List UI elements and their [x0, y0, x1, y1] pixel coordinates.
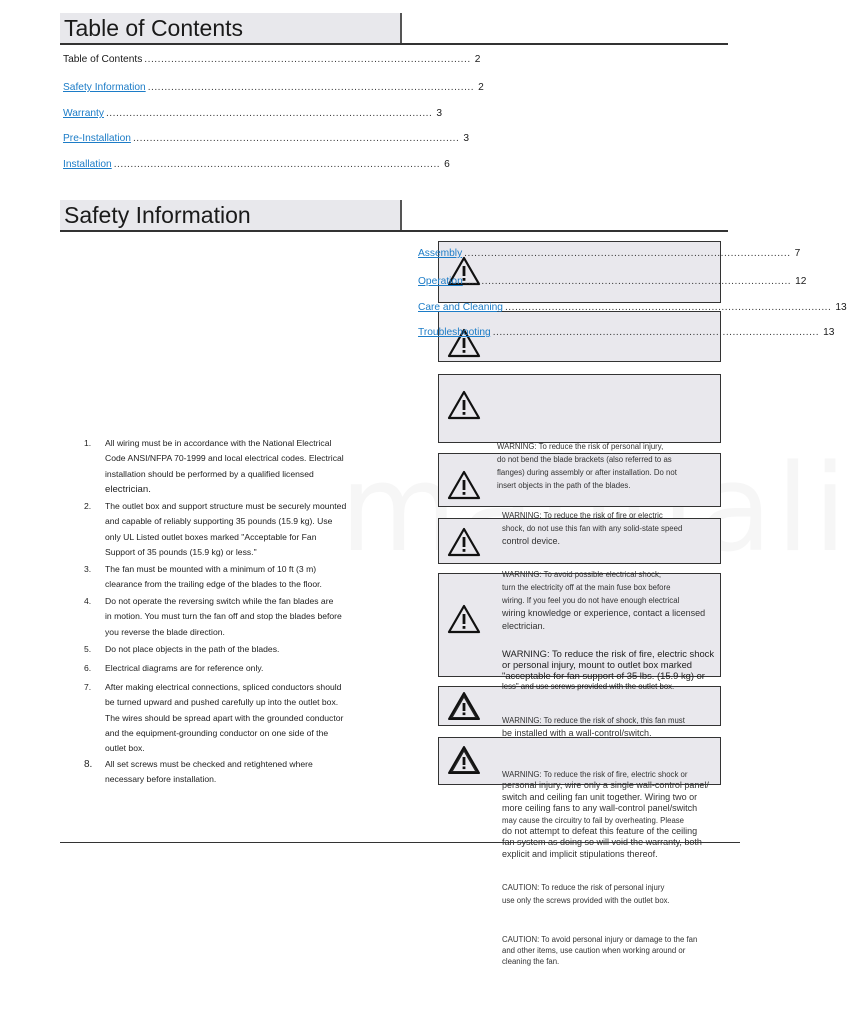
warning-filled-triangle-icon [447, 745, 481, 775]
toc-entry-operation[interactable]: Operation .................................................................................................. 12 [418, 276, 807, 287]
warning-box-3 [438, 374, 721, 443]
toc-entry: Table of Contents .................................................................................................. 2 [63, 54, 481, 65]
caution-text-1: CAUTION: To reduce the risk of personal injury use only the screws provided with the outlet box. [502, 883, 670, 905]
toc-heading-bar [60, 13, 402, 43]
toc-entry-warranty[interactable]: Warranty .................................................................................................. 3 [63, 108, 443, 119]
toc-link-assembly[interactable]: Assembly [418, 248, 463, 259]
warning-text-4: WARNING: To reduce the risk of fire, electric shock or personal injury, mount to outlet box marked "acceptable for fan support of 35 lbs. (15.9 kg) or less" and use screws provided with the outlet box. [502, 648, 715, 691]
footer-rule [60, 842, 740, 843]
warning-filled-triangle-icon [447, 691, 481, 721]
toc-link-operation[interactable]: Operation [418, 276, 463, 287]
toc-rule [60, 43, 728, 45]
warning-triangle-icon [447, 470, 481, 500]
warning-text-2: WARNING: To reduce the risk of fire or electric shock, do not use this fan with any solid-state speed control device. [502, 511, 683, 546]
toc-heading: Table of Contents [64, 15, 244, 41]
safety-heading: Safety Information [64, 202, 251, 228]
warning-text-3: WARNING: To avoid possible electrical shock, turn the electricity off at the main fuse box before wiring. If you feel you do not have enough electrical wiring knowledge or experience, contact a licensed electrician. [502, 570, 706, 631]
warning-triangle-icon [447, 527, 481, 557]
toc-entry-pre-installation[interactable]: Pre-Installation .................................................................................................. 3 [63, 133, 470, 144]
toc-entry-installation[interactable]: Installation .................................................................................................. 6 [63, 159, 450, 170]
safety-heading-bar [60, 200, 402, 230]
toc-link-installation[interactable]: Installation [63, 159, 112, 170]
toc-entry-troubleshooting[interactable]: Troubleshooting .................................................................................................. 13 [418, 327, 835, 338]
warning-text-6: WARNING: To reduce the risk of fire, electric shock or personal injury, wire only a single wall-control panel/ switch and ceiling fan unit together. Wiring two or more ceiling fans to any wall-control panel/switch may cause the circuitry to fail by overheating. Please do not attempt to defeat this feature of the ceiling fan system as doing so will void the warranty, both explicit and implicit stipulations thereof. [502, 770, 709, 859]
warning-text-5: WARNING: To reduce the risk of shock, this fan must be installed with a wall-control/switch. [502, 716, 685, 738]
toc-entry-assembly[interactable]: Assembly .................................................................................................. 7 [418, 248, 801, 259]
warning-triangle-icon [447, 604, 481, 634]
toc-link-care-cleaning[interactable]: Care and Cleaning [418, 302, 503, 313]
toc-link-warranty[interactable]: Warranty [63, 108, 104, 119]
caution-text-2: CAUTION: To avoid personal injury or damage to the fan and other items, use caution when working around or cleaning the fan. [502, 935, 698, 966]
warning-text-1: WARNING: To reduce the risk of personal injury, do not bend the blade brackets (also referred to as flanges) during assembly or after installation. Do not insert objects in the path of the blades. [497, 442, 677, 490]
toc-entry-safety[interactable]: Safety Information .................................................................................................. 2 [63, 82, 484, 93]
toc-entry-care-cleaning[interactable]: Care and Cleaning .................................................................................................. 13 [418, 302, 847, 313]
toc-link-pre-installation[interactable]: Pre-Installation [63, 133, 131, 144]
toc-link-safety[interactable]: Safety Information [63, 82, 146, 93]
toc-link-troubleshooting[interactable]: Troubleshooting [418, 327, 491, 338]
warning-triangle-icon [447, 390, 481, 420]
safety-rule [60, 230, 728, 232]
